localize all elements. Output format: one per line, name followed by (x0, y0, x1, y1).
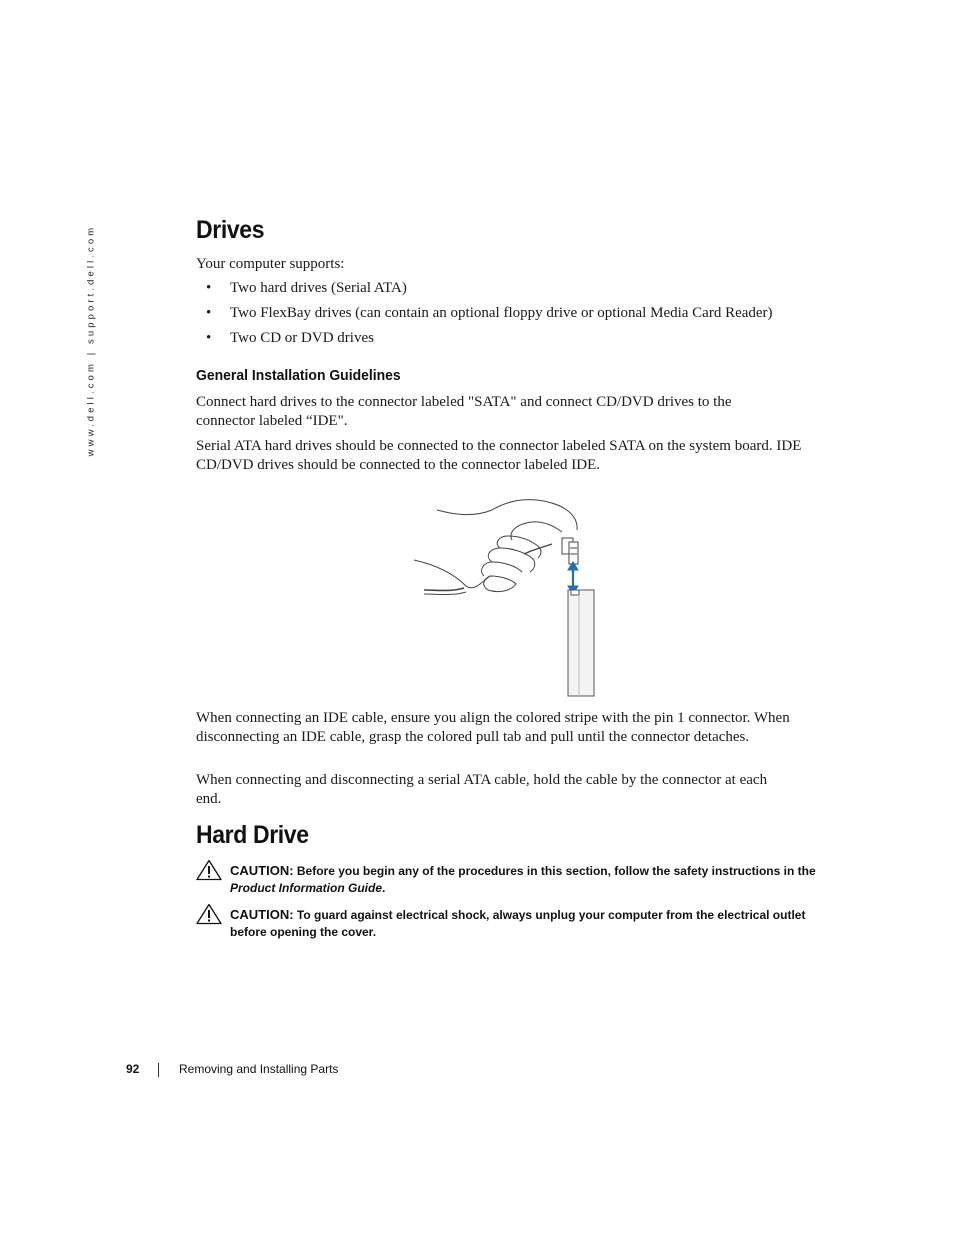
footer-section-title: Removing and Installing Parts (179, 1062, 339, 1076)
list-item (196, 279, 816, 304)
guidelines-para-3: When connecting an IDE cable, ensure you align the colored stripe with the pin 1 connector. When disconnecting an IDE cable, grasp the colored pull tab and pull until the connector detaches. (196, 710, 790, 745)
drives-heading: Drives (196, 216, 265, 244)
caution-label: CAUTION: (230, 907, 294, 922)
caution-notice-2 (196, 906, 816, 941)
cable-connection-illustration (412, 492, 602, 698)
guidelines-para-2: Serial ATA hard drives should be connected to the connector labeled SATA on the system board. IDE CD/DVD drives should be connected to the connector labeled IDE. (196, 438, 802, 473)
page-number: 92 (126, 1062, 140, 1076)
guidelines-para-1: Connect hard drives to the connector labeled "SATA" and connect CD/DVD drives to the connector labeled “IDE". (196, 394, 732, 429)
caution-notice-1 (196, 862, 816, 897)
guidelines-heading: General Installation Guidelines (196, 367, 401, 384)
bullet: • (206, 330, 212, 346)
list-item (196, 304, 816, 329)
drives-list (196, 279, 816, 354)
side-url (84, 222, 98, 458)
drives-intro: Your computer supports: (196, 256, 345, 272)
list-item-text: Two FlexBay drives (can contain an optional floppy drive or optional Media Card Reader) (230, 305, 773, 321)
caution-end: . (382, 881, 386, 895)
list-item-text: Two CD or DVD drives (230, 330, 374, 346)
document-title: Product Information Guide (230, 881, 382, 895)
bullet: • (206, 280, 212, 296)
warning-triangle-icon (196, 859, 222, 881)
guidelines-para-4: When connecting and disconnecting a serial ATA cable, hold the cable by the connector at each end. (196, 772, 768, 807)
list-item-text: Two hard drives (Serial ATA) (230, 280, 407, 296)
warning-triangle-icon (196, 903, 222, 925)
footer-separator (158, 1063, 159, 1077)
caution-text: Before you begin any of the procedures in this section, follow the safety instructions in the (296, 864, 816, 878)
side-url-text: www.dell.com | support.dell.com (85, 224, 97, 456)
hard-drive-heading: Hard Drive (196, 821, 309, 849)
bullet: • (206, 305, 212, 321)
caution-label: CAUTION: (230, 863, 294, 878)
caution-text: To guard against electrical shock, always unplug your computer from the electrical outlet before opening the cover. (230, 908, 806, 939)
list-item (196, 329, 816, 354)
